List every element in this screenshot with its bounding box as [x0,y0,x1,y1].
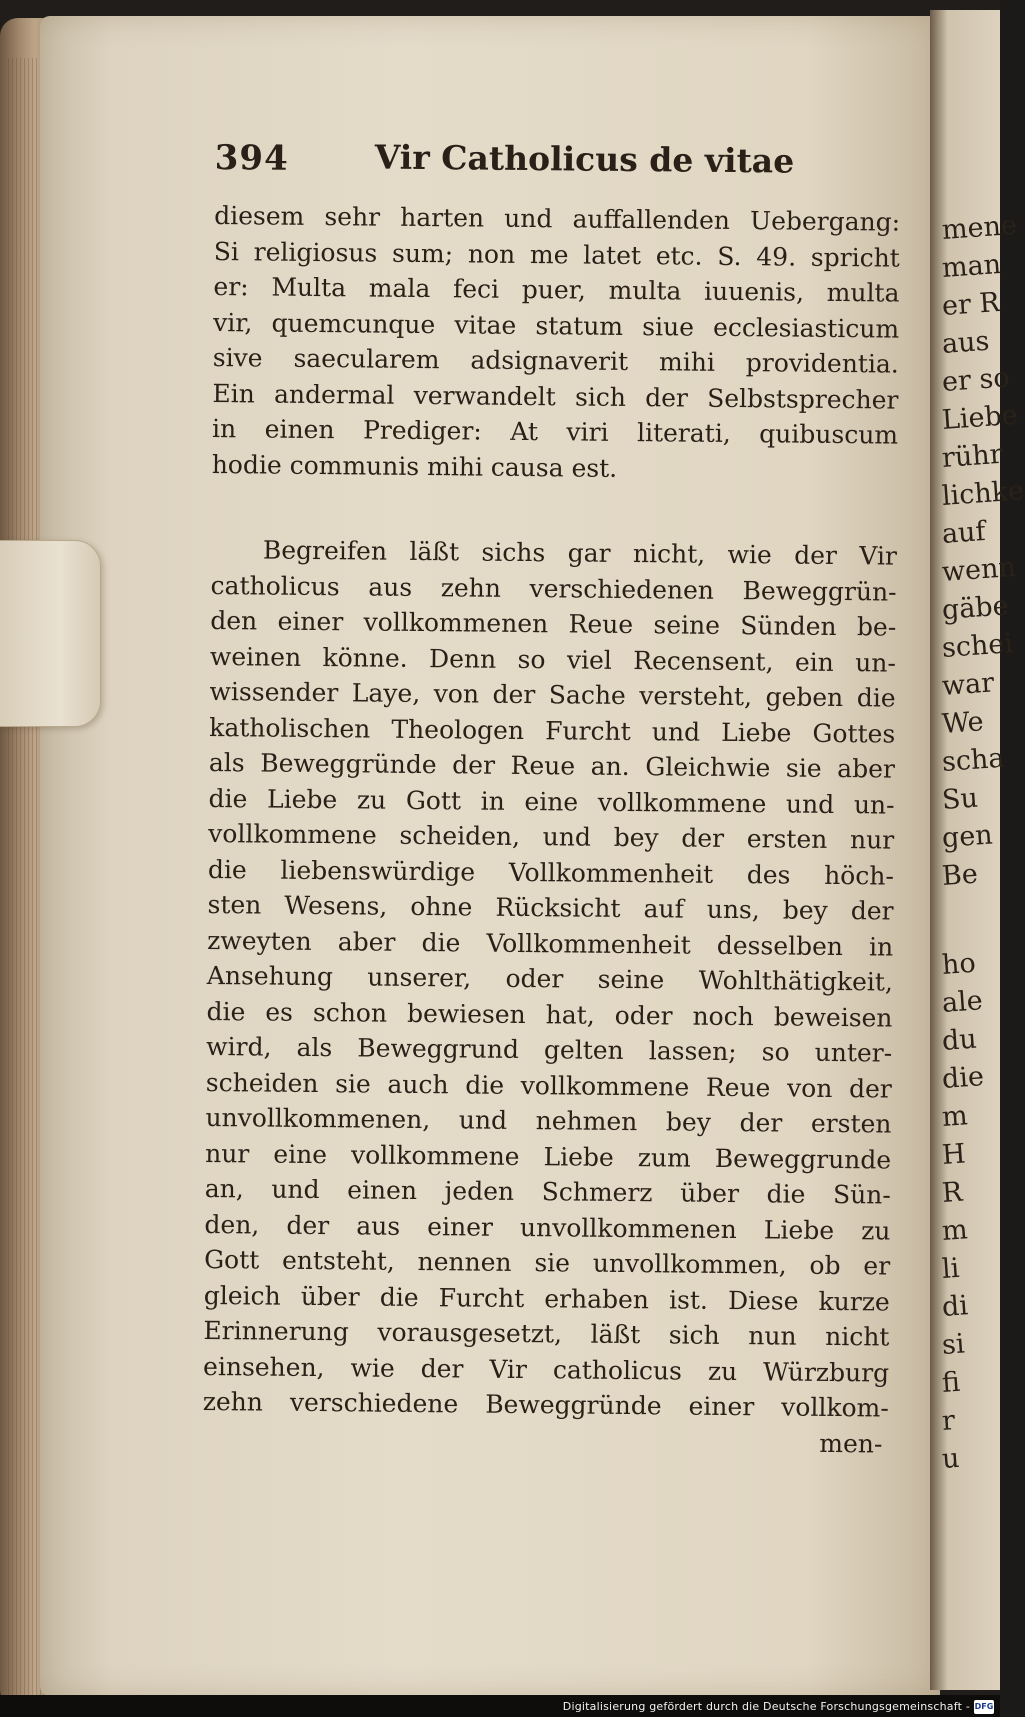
text-line: Gott entsteht, nennen sie unvollkommen, ob er [204,1244,891,1281]
page-number: 394 [214,137,289,179]
text-line: diesem sehr harten und auffallenden Uebergang: [214,200,901,237]
text-line: den, der aus einer unvollkommenen Liebe zu [204,1209,891,1246]
text-line: nur eine vollkommene Liebe zum Beweggrunde [205,1138,892,1175]
facing-page-fragment: er R [940,287,1001,322]
text-line: wissender Laye, von der Sache versteht, geben die [209,676,896,713]
text-line: Ein andermal verwandelt sich der Selbstsprecher [212,378,899,415]
facing-page-fragment: m [940,1214,969,1247]
text-line: er: Multa mala feci puer, multa iuuenis, multa [213,271,900,308]
text-line: zehn verschiedene Beweggründe einer vollkom- [202,1386,889,1423]
text-line: scheiden sie auch die vollkommene Reue von der [205,1067,892,1104]
facing-page-fragment: r [940,1405,957,1437]
facing-page-fragment: scha [940,742,1006,778]
facing-page-fragment: ale [940,985,984,1019]
paragraph-1 [212,198,901,489]
text-line: als Beweggründe der Reue an. Gleichwie sie aber [208,747,896,784]
facing-page-fragment: auf [940,516,987,550]
text-line: hodie communis mihi causa est. [211,449,618,483]
bookmark-tab [0,540,101,727]
facing-page-fragment: mene [940,209,1018,246]
text-line: Begreifen läßt sichs gar nicht, wie der Vir [262,535,898,571]
facing-page-fragment: war [940,667,996,702]
text-line: gleich über die Furcht erhaben ist. Diese kurze [203,1280,890,1317]
facing-page-fragment: aus [940,325,991,360]
facing-page-fragment: die [940,1061,985,1095]
facing-page-fragment: ho [940,947,977,981]
text-line: weinen könne. Denn so viel Recensent, ein un- [209,641,897,678]
facing-page-fragment: si [940,1328,966,1361]
facing-page-fragment: m [940,1100,969,1133]
facing-page-fragment: er so [940,362,1011,398]
facing-page-fragment: wenn [940,551,1017,588]
text-block [202,130,901,1461]
text-line: Erinnerung vorausgesetzt, läßt sich nun nicht [203,1315,890,1352]
facing-page-fragment: lichke [940,475,1025,512]
facing-page-fragment: Liebe [940,399,1019,436]
page-header [214,130,901,199]
facing-page-fragment: man [940,248,1003,284]
facing-page-fragment: u [940,1442,961,1475]
paragraph-2 [203,532,897,1426]
text-line: Si religiosus sum; non me latet etc. S. 49. spricht [213,236,900,273]
text-line: die liebenswürdige Vollkommenheit des höch- [207,854,895,891]
facing-page-fragment: li [940,1252,961,1285]
facing-page-fragment: Be [940,858,979,892]
text-line: vollkommene scheiden, und bey der ersten nur [208,818,895,855]
facing-page-fragment: du [940,1023,978,1057]
facing-page-fragment: rühr [940,438,1004,474]
facing-page-fragment: gen [940,819,994,854]
text-line: die Liebe zu Gott in eine vollkommene und un- [208,783,895,820]
text-line: wird, als Beweggrund gelten lassen; so unter- [206,1031,893,1068]
text-line: zweyten aber die Vollkommenheit desselben in [207,925,894,962]
facing-page-fragment: di [940,1290,969,1323]
text-line: katholischen Theologen Furcht und Liebe Gottes [209,712,896,749]
text-line: die es schon bewiesen hat, oder noch beweisen [206,996,893,1033]
text-line: vir, quemcunque vitae statum siue ecclesiasticum [213,307,900,344]
text-line: sive saecularem adsignaverit mihi providentia. [212,342,899,379]
facing-page [930,10,1025,1690]
facing-page-fragment: H [940,1138,967,1171]
footer-bar [0,1695,1000,1717]
facing-page-fragment: schei [940,628,1014,664]
running-head: Vir Catholicus de vitae [374,137,795,181]
facing-page-fragment: gäbe [940,590,1010,626]
text-line: in einen Prediger: At viri literati, quibuscum [211,413,899,450]
text-line: einsehen, wie der Vir catholicus zu Würzburg [202,1351,890,1388]
footer-credit: Digitalisierung gefördert durch die Deutsche Forschungsgemeinschaft - [562,1700,970,1713]
text-line: Ansehung unserer, oder seine Wohlthätigkeit, [206,960,893,997]
text-line: den einer vollkommenen Reue seine Sünden be- [210,605,897,642]
facing-page-fragment: We [940,706,985,740]
catchword: men- [819,1428,883,1458]
text-line: an, und einen jeden Schmerz über die Sün- [204,1173,891,1210]
text-line: sten Wesens, ohne Rücksicht auf uns, bey der [207,889,894,926]
facing-page-fragment: Su [940,782,979,816]
facing-page-fragment: R [940,1176,964,1209]
facing-page-fragment: fi [940,1366,962,1399]
text-line: unvollkommenen, und nehmen bey der ersten [205,1102,892,1139]
dfg-logo: DFG [974,1700,994,1714]
text-line: catholicus aus zehn verschiedenen Beweggrün- [210,570,897,607]
